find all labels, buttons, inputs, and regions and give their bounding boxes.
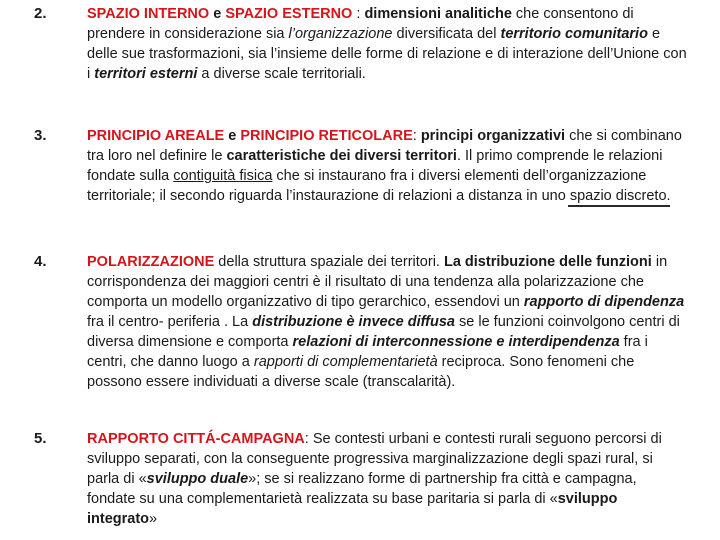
text-segment: contiguità fisica (173, 168, 273, 184)
text-segment: territorio comunitario (500, 26, 648, 42)
text-segment: distribuzione è invece diffusa (252, 314, 455, 330)
text-segment: PRINCIPIO RETICOLARE (240, 128, 413, 144)
text-segment: principi organizzativi (420, 128, 566, 144)
text-segment: PRINCIPIO AREALE (87, 128, 225, 144)
text-segment: rapporto di dipendenza (523, 294, 685, 310)
text-segment: caratteristiche dei diversi territori (226, 148, 457, 164)
item-text (87, 4, 687, 84)
text-segment: diversificata del (392, 26, 501, 42)
text-segment: fra il centro- periferia . La (87, 314, 253, 330)
text-segment: » (149, 511, 158, 527)
text-segment: . Il primo comprende le relazioni fondate sulla (87, 148, 663, 184)
text-segment: SPAZIO ESTERNO (225, 6, 353, 22)
item-text (87, 252, 687, 392)
text-segment: relazioni di interconnessione e interdipendenza (292, 334, 620, 350)
text-segment: in corrispondenza dei maggiori centri è il risultato di una tendenza alla polarizzazione che comporta un modello organizzativo di tipo gerarchico, essendovi un (87, 254, 668, 310)
text-segment: : (352, 6, 365, 22)
text-segment: dimensioni analitiche (364, 6, 512, 22)
text-segment: che consentono di prendere in considerazione sia (87, 6, 634, 42)
text-segment: e (209, 6, 226, 22)
text-segment: SPAZIO INTERNO (87, 6, 210, 22)
text-segment: e delle sue trasformazioni, sia l’insieme delle forme di relazione e di interazione dell’Unione con i (87, 26, 687, 82)
text-segment: reciproca. Sono fenomeni che possono essere individuati a diverse scale (transcalarità). (87, 354, 635, 390)
text-segment: a diverse scale territoriali. (197, 66, 366, 82)
text-segment: »; se si realizzano forme di partnership fra città e campagna, fondate su una complementarietà realizzata su base paritaria si parla di « (87, 471, 637, 507)
text-segment: sviluppo integrato (87, 491, 618, 527)
item-number: 5. (34, 430, 47, 447)
text-segment: se le funzioni coinvolgono centri di diversa dimensione e comporta (87, 314, 680, 350)
text-segment: La distribuzione delle funzioni (443, 254, 652, 270)
item-number: 2. (34, 5, 47, 22)
text-segment: spazio discreto (569, 188, 667, 204)
text-segment: : Se contesti urbani e contesti rurali seguono percorsi di sviluppo separati, con la conseguente progressiva marginalizzazione degli spazi rural, si parla di « (87, 431, 662, 487)
text-segment: l’organizzazione (288, 26, 393, 42)
text-segment: POLARIZZAZIONE (87, 254, 215, 270)
item-number: 3. (34, 127, 47, 144)
text-segment: della struttura spaziale dei territori. (214, 254, 444, 270)
text-segment: : (412, 128, 421, 144)
text-segment: rapporti di complementarietà (253, 354, 438, 370)
text-segment: e (224, 128, 241, 144)
text-segment: sviluppo duale (146, 471, 249, 487)
text-segment: territori esterni (94, 66, 198, 82)
item-text (87, 429, 687, 529)
item-text (87, 126, 687, 206)
text-segment: RAPPORTO CITTÁ-CAMPAGNA (87, 431, 305, 447)
text-segment: che si combinano tra loro nel definire le (87, 128, 682, 164)
item-number: 4. (34, 253, 47, 270)
text-segment: . (666, 188, 671, 204)
text-segment: che si instaurano fra i diversi elementi dell’organizzazione territoriale; il secondo riguarda l’instaurazione di relazioni a distanza in uno (87, 168, 647, 204)
text-segment: fra i centri, che danno luogo a (87, 334, 648, 370)
